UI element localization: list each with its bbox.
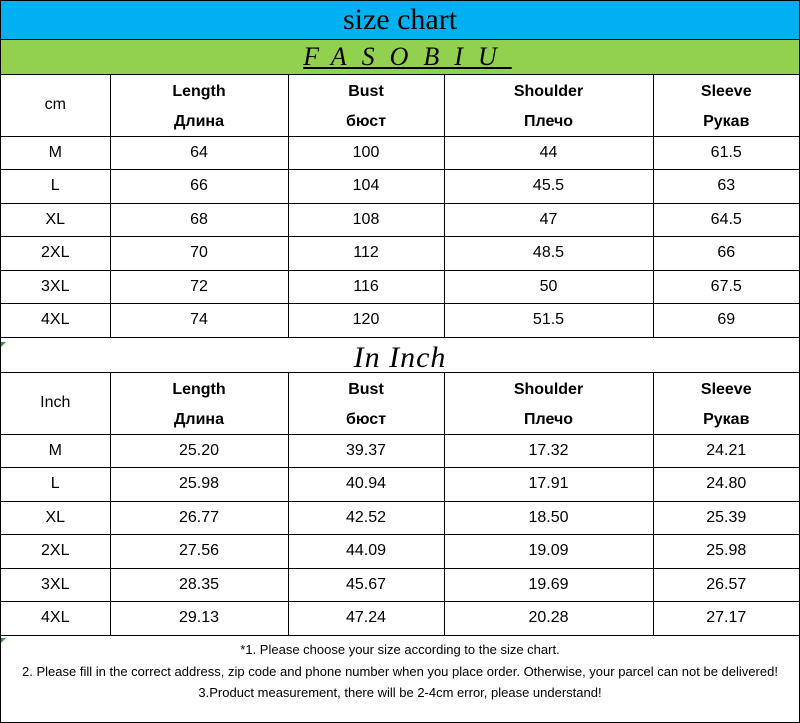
sleeve-value: 61.5 [653, 136, 799, 170]
size-label: 2XL [1, 237, 110, 271]
table-row [1, 270, 799, 304]
sleeve-value: 64.5 [653, 203, 799, 237]
header-sleeve-ru: Рукав [653, 407, 799, 434]
table-row [1, 203, 799, 237]
sleeve-value: 66 [653, 237, 799, 271]
size-label: 4XL [1, 602, 110, 636]
size-label: L [1, 170, 110, 204]
length-value: 64 [110, 136, 288, 170]
length-value: 26.77 [110, 501, 288, 535]
table-row [1, 170, 799, 204]
size-label: 3XL [1, 568, 110, 602]
shoulder-value: 44 [444, 136, 653, 170]
shoulder-value: 19.09 [444, 535, 653, 569]
bust-value: 40.94 [288, 468, 444, 502]
header-shoulder-ru: Плечо [444, 407, 653, 434]
header-bust-ru: бюст [288, 109, 444, 136]
cell-comment-marker [1, 342, 6, 347]
inch-size-table [1, 373, 799, 636]
header-length-ru: Длина [110, 109, 288, 136]
shoulder-value: 20.28 [444, 602, 653, 636]
bust-value: 104 [288, 170, 444, 204]
header-length: Length [110, 75, 288, 109]
header-bust: Bust [288, 373, 444, 407]
length-value: 25.98 [110, 468, 288, 502]
table-row [1, 568, 799, 602]
shoulder-value: 50 [444, 270, 653, 304]
length-value: 28.35 [110, 568, 288, 602]
sleeve-value: 67.5 [653, 270, 799, 304]
length-value: 27.56 [110, 535, 288, 569]
bust-value: 112 [288, 237, 444, 271]
shoulder-value: 17.91 [444, 468, 653, 502]
header-bust-ru: бюст [288, 407, 444, 434]
bust-value: 45.67 [288, 568, 444, 602]
length-value: 72 [110, 270, 288, 304]
shoulder-value: 47 [444, 203, 653, 237]
header-sleeve: Sleeve [653, 373, 799, 407]
unit-label-cm: cm [1, 75, 110, 136]
table-row [1, 535, 799, 569]
shoulder-value: 51.5 [444, 304, 653, 338]
header-length: Length [110, 373, 288, 407]
length-value: 66 [110, 170, 288, 204]
table-row [1, 501, 799, 535]
bust-value: 120 [288, 304, 444, 338]
bust-value: 39.37 [288, 434, 444, 468]
table-row [1, 602, 799, 636]
shoulder-value: 19.69 [444, 568, 653, 602]
size-label: XL [1, 203, 110, 237]
header-shoulder: Shoulder [444, 75, 653, 109]
sleeve-value: 25.39 [653, 501, 799, 535]
sleeve-value: 24.80 [653, 468, 799, 502]
sleeve-value: 26.57 [653, 568, 799, 602]
size-label: XL [1, 501, 110, 535]
shoulder-value: 18.50 [444, 501, 653, 535]
table-row [1, 434, 799, 468]
bust-value: 42.52 [288, 501, 444, 535]
shoulder-value: 17.32 [444, 434, 653, 468]
chart-title: size chart [1, 1, 799, 40]
size-label: 4XL [1, 304, 110, 338]
note-size-guide: *1. Please choose your size according to the size chart. [240, 642, 560, 657]
table-row [1, 468, 799, 502]
unit-label-inch: Inch [1, 373, 110, 434]
cm-size-table [1, 75, 799, 338]
bust-value: 116 [288, 270, 444, 304]
length-value: 68 [110, 203, 288, 237]
length-value: 74 [110, 304, 288, 338]
brand-name: FASOBIU [303, 42, 512, 71]
header-bust: Bust [288, 75, 444, 109]
sleeve-value: 69 [653, 304, 799, 338]
size-label: L [1, 468, 110, 502]
bust-value: 44.09 [288, 535, 444, 569]
table-row [1, 136, 799, 170]
size-label: 2XL [1, 535, 110, 569]
sleeve-value: 27.17 [653, 602, 799, 636]
size-label: M [1, 434, 110, 468]
size-label: M [1, 136, 110, 170]
table-row [1, 304, 799, 338]
note-measurement-error: 3.Product measurement, there will be 2-4cm error, please understand! [198, 685, 602, 700]
header-sleeve: Sleeve [653, 75, 799, 109]
inch-section-heading: In Inch [1, 342, 799, 373]
length-value: 29.13 [110, 602, 288, 636]
sleeve-value: 63 [653, 170, 799, 204]
bust-value: 108 [288, 203, 444, 237]
brand-banner [1, 40, 799, 75]
size-label: 3XL [1, 270, 110, 304]
bust-value: 100 [288, 136, 444, 170]
note-address: 2. Please fill in the correct address, zip code and phone number when you place order. Otherwise, your parcel can not be delivered! [22, 663, 778, 679]
bust-value: 47.24 [288, 602, 444, 636]
header-shoulder: Shoulder [444, 373, 653, 407]
header-sleeve-ru: Рукав [653, 109, 799, 136]
header-length-ru: Длина [110, 407, 288, 434]
length-value: 25.20 [110, 434, 288, 468]
notes-block [1, 639, 799, 704]
header-shoulder-ru: Плечо [444, 109, 653, 136]
sleeve-value: 24.21 [653, 434, 799, 468]
table-row [1, 237, 799, 271]
shoulder-value: 45.5 [444, 170, 653, 204]
shoulder-value: 48.5 [444, 237, 653, 271]
length-value: 70 [110, 237, 288, 271]
sleeve-value: 25.98 [653, 535, 799, 569]
